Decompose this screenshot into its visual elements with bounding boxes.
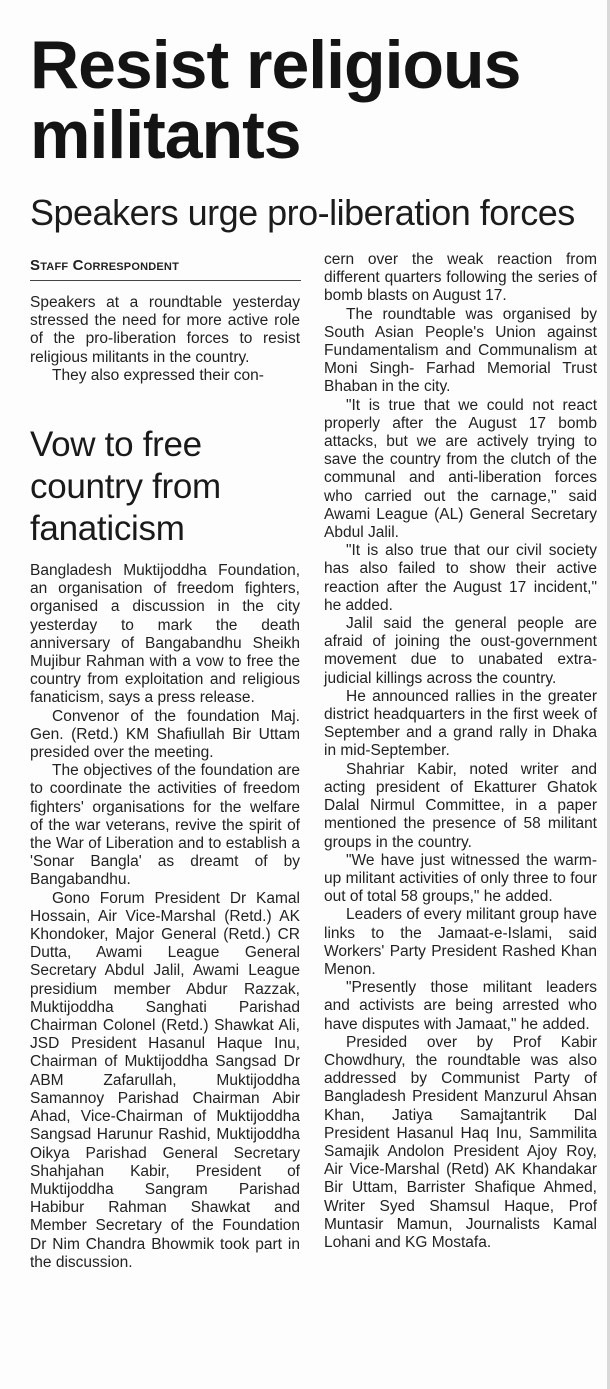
article-paragraph: Speakers at a roundtable yesterday stressed the need for more active role of the pro-liberation forces to resist religious militants in the country. [30,294,300,366]
article-column-1 [30,294,300,385]
article-paragraph: He announced rallies in the greater district headquarters in the first week of September and a grand rally in Dhaka in mid-September. [324,687,597,760]
article-paragraph: "We have just witnessed the warm-up militant activities of only three to four out of total 58 groups," he added. [324,851,597,906]
sidebar-story-body [30,562,300,1272]
article-headline: Resist religious militants [30,27,521,173]
article-paragraph: Leaders of every militant group have links to the Jamaat-e-Islami, said Workers' Party President Rashed Khan Menon. [324,906,597,978]
article-paragraph: Shahriar Kabir, noted writer and acting president of Ekatturer Ghatok Dalal Nirmul Committee, in a paper mentioned the presence of 58 militant groups in the country. [324,760,597,851]
article-paragraph: Jalil said the general people are afraid of joining the oust-government movement due to unabated extra-judicial killings across the country. [324,615,597,687]
article-paragraph: Presided over by Prof Kabir Chowdhury, the roundtable was also addressed by Communist Party of Bangladesh President Manzurul Ahsan Khan, Jatiya Samajtantrik Dal President Hasanul Haq Inu, Sammilita Samajik Andolon President Ajoy Roy, Air Vice-Marshal (Retd) AK Khandakar Bir Uttam, Barrister Shafique Ahmed, Writer Syed Shamsul Haque, Prof Muntasir Mamun, Journalists Kamal Lohani and KG Mostafa. [324,1033,597,1251]
sidebar-paragraph: The objectives of the foundation are to coordinate the activities of freedom fighters' organisations for the welfare of the war veterans, revive the spirit of the War of Liberation and to establish a 'Sonar Bangla' as dreamt of by Bangabandhu. [30,762,300,889]
article-paragraph: "It is also true that our civil society has also failed to show their active reaction after the August 17 incident," he added. [324,542,597,614]
article-subhead: Speakers urge pro-liberation forces [30,192,575,233]
article-paragraph: They also expressed their con- [52,366,264,384]
article-paragraph: "Presently those militant leaders and activists are being arrested who have disputes with Jamaat," he added. [324,979,597,1033]
byline: Staff Correspondent [30,257,179,274]
sidebar-story-headline: Vow to free country from fanaticism [30,425,221,548]
sidebar-paragraph: Convenor of the foundation Maj. Gen. (Retd.) KM Shafiullah Bir Uttam presided over the meeting. [30,707,300,762]
sidebar-paragraph: Bangladesh Muktijoddha Foundation, an organisation of freedom fighters, organised a discussion in the city yesterday to mark the death anniversary of Bangabandhu Sheikh Mujibur Rahman with a vow to free the country from exploitation and religious fanaticism, says a press release. [30,562,300,707]
sidebar-paragraph: Gono Forum President Dr Kamal Hossain, Air Vice-Marshal (Retd.) AK Khondoker, Major General (Retd.) CR Dutta, Awami League General Secretary Abdul Jalil, Awami League presidium member Abdur Razzak, Muktijoddha Sanghati Parishad Chairman Colonel (Retd.) Shawkat Ali, JSD President Hasanul Haque Inu, Chairman of Muktijoddha Sangsad Dr ABM Zafarullah, Muktijoddha Samannoy Parishad Chairman Abir Ahad, Vice-Chairman of Muktijoddha Sangsad Harunur Rashid, Muktijoddha Oikya Parishad General Secretary Shahjahan Kabir, President of Muktijoddha Sangram Parishad Habibur Rahman Shawkat and Member Secretary of the Foundation Dr Nim Chandra Bhowmik took part in the discussion. [30,889,300,1271]
article-column-2 [324,251,597,1252]
article-paragraph: cern over the weak reaction from different quarters following the series of bomb blasts on August 17. [324,251,597,305]
article-paragraph: The roundtable was organised by South Asian People's Union against Fundamentalism and Communalism at Moni Singh- Farhad Memorial Trust Bhaban in the city. [324,305,597,396]
byline-rule [30,280,301,281]
article-paragraph: "It is true that we could not react properly after the August 17 bomb attacks, but we are actively trying to save the country from the clutch of the communal and anti-liberation forces who carried out the carnage," said Awami League (AL) General Secretary Abdul Jalil. [324,396,597,542]
